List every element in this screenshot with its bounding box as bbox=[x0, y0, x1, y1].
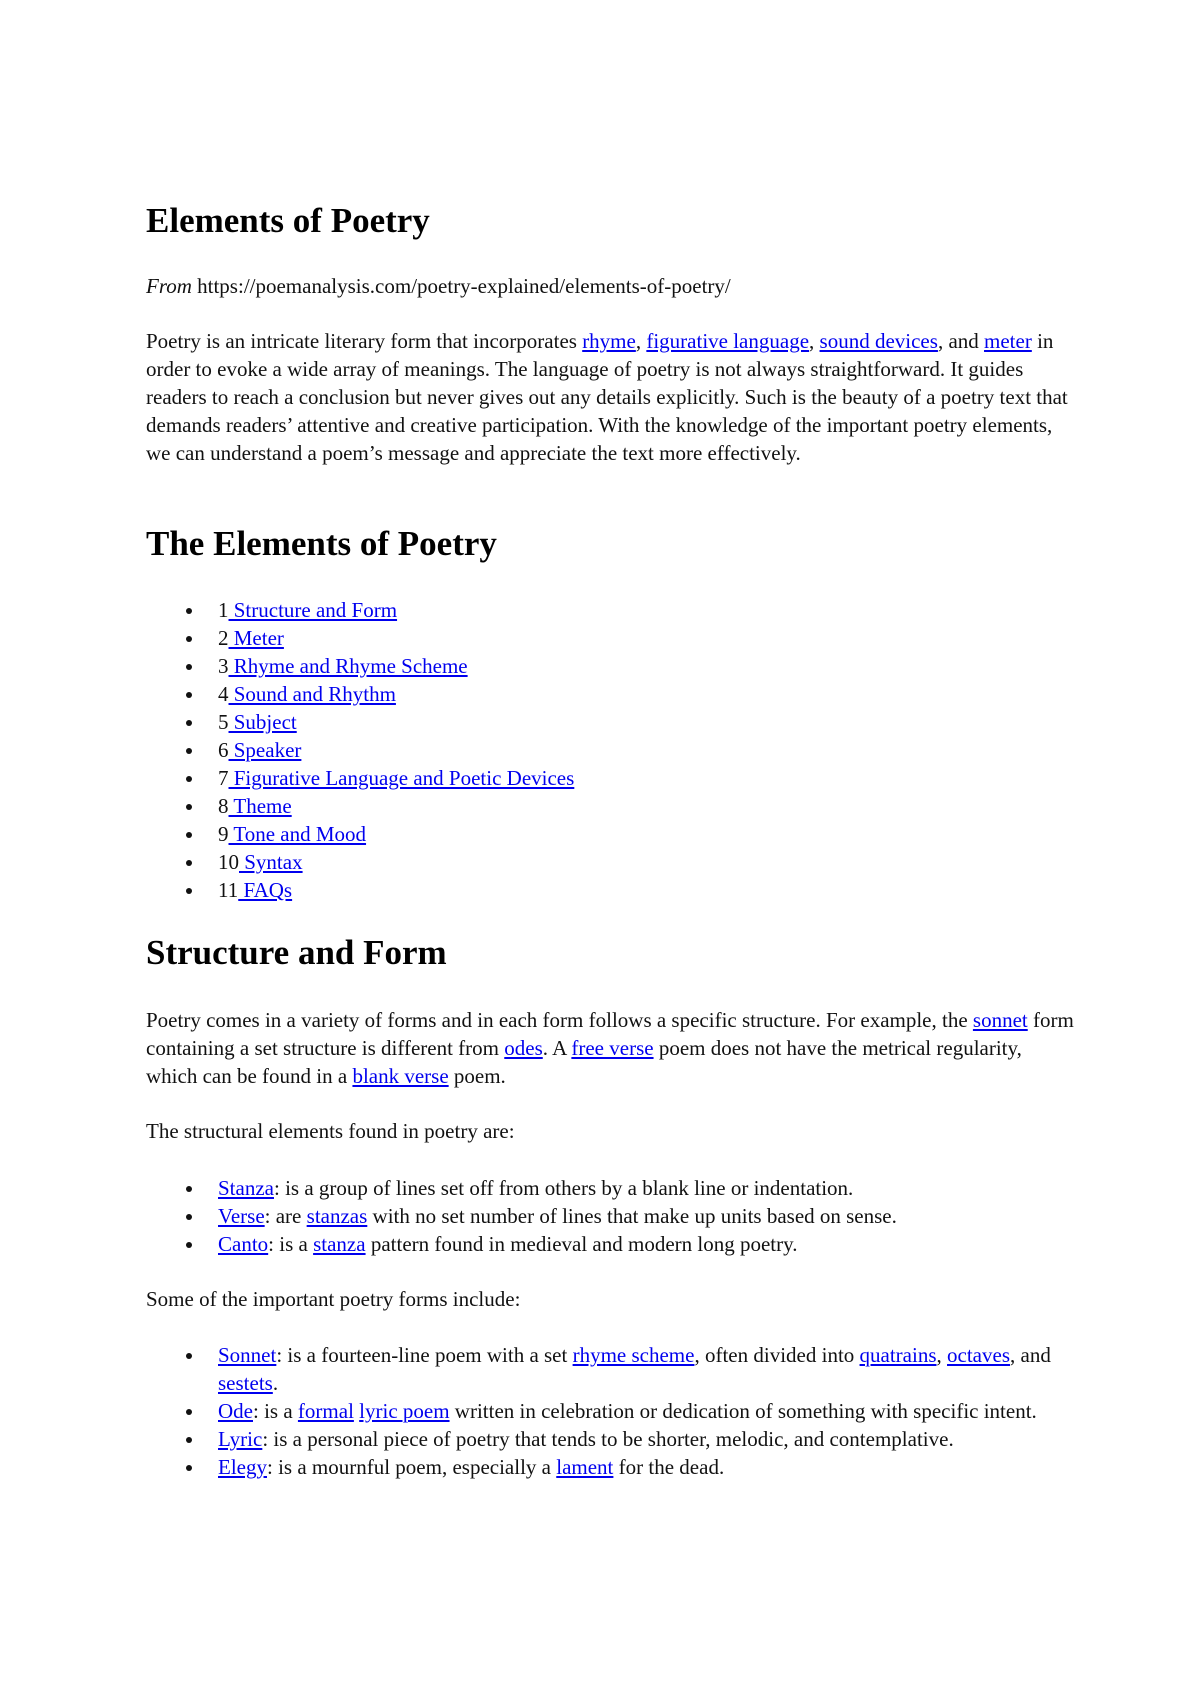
list-item-text: for the dead. bbox=[613, 1455, 725, 1479]
link-canto[interactable]: Canto bbox=[218, 1232, 269, 1256]
list-item-ode bbox=[146, 1397, 1076, 1425]
toc-link-tone-and-mood[interactable]: Tone and Mood bbox=[228, 822, 367, 846]
list-item-text: : is a bbox=[253, 1399, 298, 1423]
link-quatrains[interactable]: quatrains bbox=[859, 1343, 937, 1367]
toc-number: 9 bbox=[218, 822, 229, 846]
structure-text: poem does not have the metrical regularity, which can be found in a bbox=[146, 1036, 1022, 1088]
intro-paragraph bbox=[146, 327, 1076, 467]
list-item-sonnet bbox=[146, 1341, 1076, 1397]
structure-paragraph bbox=[146, 1006, 1076, 1090]
list-item-text: . bbox=[272, 1371, 279, 1395]
source-url: https://poemanalysis.com/poetry-explained/elements-of-poetry/ bbox=[197, 274, 731, 298]
list-item-text: , and bbox=[1010, 1343, 1051, 1367]
toc-link-figurative-language[interactable]: Figurative Language and Poetic Devices bbox=[228, 766, 575, 790]
list-item-text: : is a personal piece of poetry that tends to be shorter, melodic, and contemplative. bbox=[262, 1427, 954, 1451]
toc-link-rhyme-scheme[interactable]: Rhyme and Rhyme Scheme bbox=[228, 654, 468, 678]
toc-link-speaker[interactable]: Speaker bbox=[228, 738, 302, 762]
toc-number: 8 bbox=[218, 794, 229, 818]
list-item-text: : is a mournful poem, especially a bbox=[266, 1455, 557, 1479]
toc-item bbox=[146, 820, 574, 848]
list-item-text: : are bbox=[264, 1204, 307, 1228]
list-item-text: , bbox=[936, 1343, 948, 1367]
toc-link-syntax[interactable]: Syntax bbox=[239, 850, 303, 874]
page-title: Elements of Poetry bbox=[146, 201, 430, 240]
link-formal[interactable]: formal bbox=[297, 1399, 354, 1423]
toc-link-structure-and-form[interactable]: Structure and Form bbox=[228, 598, 398, 622]
structure-text: poem. bbox=[448, 1064, 506, 1088]
toc-item bbox=[146, 652, 574, 680]
toc-item bbox=[146, 848, 574, 876]
toc-number: 7 bbox=[218, 766, 229, 790]
structural-elements-list bbox=[146, 1174, 1076, 1258]
list-item-text: written in celebration or dedication of something with specific intent. bbox=[449, 1399, 1037, 1423]
intro-text: in order to evoke a wide array of meanings. The language of poetry is not always straightforward. It guides readers to reach a conclusion but never gives out any details explicitly. Such is the beauty of a poetry text that demands readers’ attentive and creative participation. With the knowledge of the important poetry elements, we can understand a poem’s message and appreciate the text more effectively. bbox=[146, 329, 1068, 465]
link-stanzas[interactable]: stanzas bbox=[306, 1204, 368, 1228]
structure-text: form containing a set structure is different from bbox=[146, 1008, 1074, 1060]
toc-item bbox=[146, 680, 574, 708]
table-of-contents bbox=[146, 596, 574, 904]
list-item-elegy bbox=[146, 1453, 1076, 1481]
link-odes[interactable]: odes bbox=[504, 1036, 543, 1060]
list-item-text: , often divided into bbox=[694, 1343, 860, 1367]
toc-item bbox=[146, 624, 574, 652]
toc-heading: The Elements of Poetry bbox=[146, 524, 497, 563]
link-elegy[interactable]: Elegy bbox=[218, 1455, 267, 1479]
toc-number: 1 bbox=[218, 598, 229, 622]
toc-item bbox=[146, 736, 574, 764]
intro-text: , bbox=[809, 329, 820, 353]
link-sonnet[interactable]: sonnet bbox=[972, 1008, 1028, 1032]
link-sonnet-form[interactable]: Sonnet bbox=[218, 1343, 277, 1367]
link-ode[interactable]: Ode bbox=[218, 1399, 253, 1423]
toc-item bbox=[146, 596, 574, 624]
intro-text: Poetry is an intricate literary form that incorporates bbox=[146, 329, 583, 353]
link-rhyme-scheme[interactable]: rhyme scheme bbox=[572, 1343, 695, 1367]
structural-elements-intro: The structural elements found in poetry are: bbox=[146, 1119, 515, 1143]
toc-number: 6 bbox=[218, 738, 229, 762]
link-stanza-2[interactable]: stanza bbox=[313, 1232, 366, 1256]
toc-link-meter[interactable]: Meter bbox=[228, 626, 284, 650]
list-item-lyric bbox=[146, 1425, 1076, 1453]
structure-heading: Structure and Form bbox=[146, 933, 447, 972]
link-verse[interactable]: Verse bbox=[218, 1204, 265, 1228]
toc-number: 3 bbox=[218, 654, 229, 678]
list-item-text: : is a bbox=[268, 1232, 314, 1256]
source-line bbox=[146, 272, 731, 300]
link-lament[interactable]: lament bbox=[556, 1455, 614, 1479]
poetry-forms-list bbox=[146, 1341, 1076, 1481]
list-item-text: pattern found in medieval and modern long poetry. bbox=[365, 1232, 798, 1256]
toc-item bbox=[146, 876, 574, 904]
link-sestets[interactable]: sestets bbox=[218, 1371, 273, 1395]
link-blank-verse[interactable]: blank verse bbox=[352, 1064, 449, 1088]
link-stanza[interactable]: Stanza bbox=[218, 1176, 274, 1200]
toc-link-sound-and-rhythm[interactable]: Sound and Rhythm bbox=[228, 682, 396, 706]
toc-link-theme[interactable]: Theme bbox=[228, 794, 292, 818]
link-free-verse[interactable]: free verse bbox=[571, 1036, 654, 1060]
list-item-text: : is a group of lines set off from others by a blank line or indentation. bbox=[273, 1176, 854, 1200]
toc-number: 5 bbox=[218, 710, 229, 734]
link-sound-devices[interactable]: sound devices bbox=[819, 329, 938, 353]
link-rhyme[interactable]: rhyme bbox=[582, 329, 636, 353]
link-lyric[interactable]: Lyric bbox=[218, 1427, 263, 1451]
toc-number: 10 bbox=[218, 850, 239, 874]
list-item-verse bbox=[146, 1202, 1076, 1230]
link-figurative-language[interactable]: figurative language bbox=[646, 329, 810, 353]
toc-item bbox=[146, 792, 574, 820]
toc-item bbox=[146, 764, 574, 792]
list-item-canto bbox=[146, 1230, 1076, 1258]
list-item-text: with no set number of lines that make up units based on sense. bbox=[367, 1204, 897, 1228]
structure-text: Poetry comes in a variety of forms and in each form follows a specific structure. For example, the bbox=[146, 1008, 973, 1032]
toc-link-faqs[interactable]: FAQs bbox=[238, 878, 293, 902]
list-item-stanza bbox=[146, 1174, 1076, 1202]
link-lyric-poem[interactable]: lyric poem bbox=[359, 1399, 450, 1423]
list-item-text: : is a fourteen-line poem with a set bbox=[276, 1343, 573, 1367]
intro-text: , bbox=[635, 329, 647, 353]
toc-number: 2 bbox=[218, 626, 229, 650]
link-octaves[interactable]: octaves bbox=[947, 1343, 1010, 1367]
poetry-forms-intro: Some of the important poetry forms include: bbox=[146, 1287, 521, 1311]
toc-number: 4 bbox=[218, 682, 229, 706]
structure-text: . A bbox=[542, 1036, 572, 1060]
link-meter[interactable]: meter bbox=[984, 329, 1032, 353]
source-prefix: From bbox=[146, 274, 192, 298]
intro-text: , and bbox=[937, 329, 985, 353]
toc-number: 11 bbox=[218, 878, 239, 902]
toc-item bbox=[146, 708, 574, 736]
toc-link-subject[interactable]: Subject bbox=[228, 710, 297, 734]
